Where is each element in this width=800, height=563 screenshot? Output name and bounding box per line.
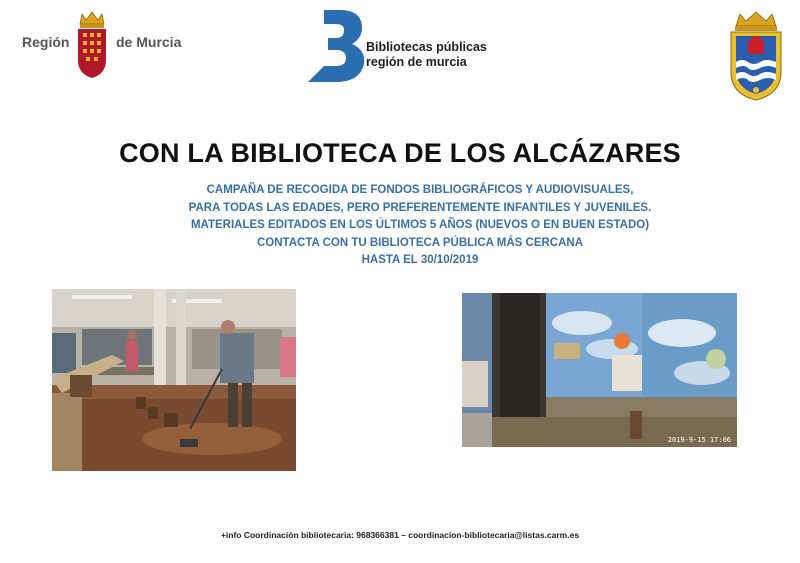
campaign-line: HASTA EL 30/10/2019 xyxy=(361,254,479,266)
murcia-crest-icon xyxy=(74,10,110,80)
bibliotecas-publicas-logo xyxy=(306,8,496,84)
library-logo-line1: Bibliotecas públicas xyxy=(366,40,487,54)
region-logo-right-text: de Murcia xyxy=(116,34,182,50)
library-logo-line2: región de murcia xyxy=(366,55,467,69)
page-title: CON LA BIBLIOTECA DE LOS ALCÁZARES xyxy=(119,138,681,168)
footer-contact-info: +info Coordinación bibliotecaria: 968366381 – coordinacion-bibliotecaria@listas.carm.es xyxy=(220,530,580,540)
library-b-icon xyxy=(306,8,368,84)
flooded-childrens-area-photo xyxy=(462,293,737,447)
los-alcazares-coat-of-arms-icon xyxy=(728,10,784,102)
campaign-line: MATERIALES EDITADOS EN LOS ÚLTIMOS 5 AÑOS (NUEVOS O EN BUEN ESTADO) xyxy=(190,219,650,231)
campaign-line: CONTACTA CON TU BIBLIOTECA PÚBLICA MÁS CERCANA xyxy=(256,236,584,249)
campaign-text xyxy=(0,182,800,270)
campaign-line: PARA TODAS LAS EDADES, PERO PREFERENTEMENTE INFANTILES Y JUVENILES. xyxy=(188,201,652,214)
region-logo-left-text: Región xyxy=(22,34,70,50)
region-de-murcia-logo xyxy=(22,10,192,82)
flooded-library-cleanup-photo xyxy=(52,289,296,471)
campaign-line: CAMPAÑA DE RECOGIDA DE FONDOS BIBLIOGRÁFICOS Y AUDIOVISUALES, xyxy=(206,184,634,196)
photo-timestamp: 2019-9-15 17:06 xyxy=(667,436,731,444)
